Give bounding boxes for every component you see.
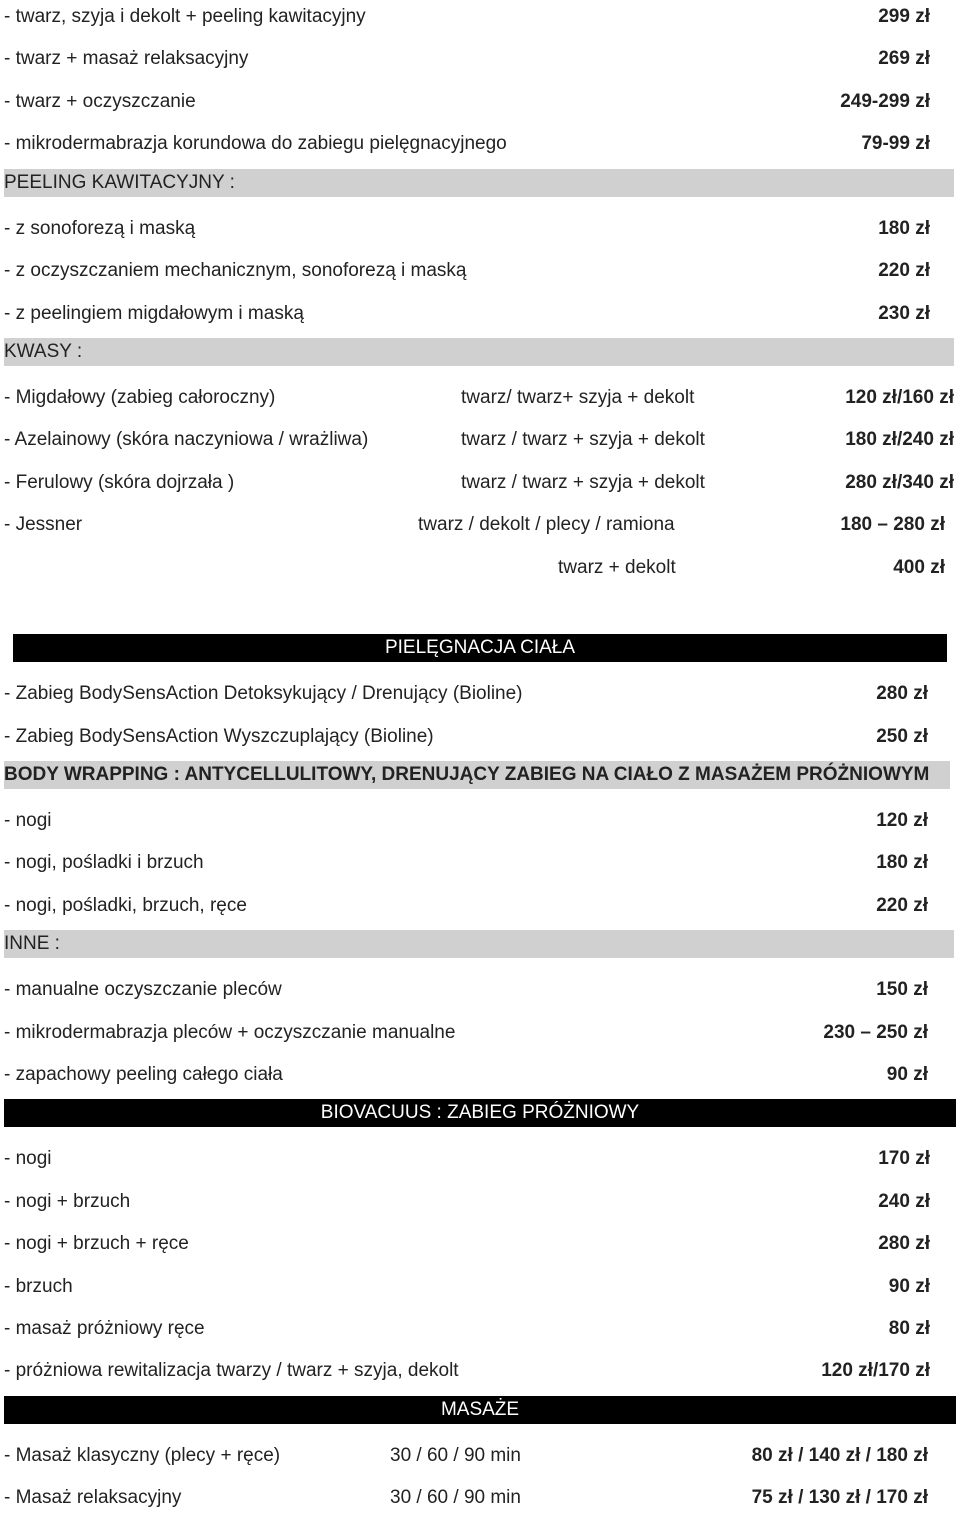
service-price: 120 zł [876, 810, 928, 831]
service-label: - twarz + masaż relaksacyjny [4, 48, 249, 69]
service-price: 269 zł [878, 48, 930, 69]
service-label: - nogi + brzuch + ręce [4, 1233, 189, 1254]
service-price: 249-299 zł [840, 91, 930, 112]
service-price: 180 zł [876, 852, 928, 873]
service-price: 230 zł [878, 303, 930, 324]
price-row [0, 551, 960, 585]
price-row [0, 973, 960, 1007]
service-label: - masaż próżniowy ręce [4, 1318, 205, 1339]
service-price: 170 zł [878, 1148, 930, 1169]
price-row [0, 297, 960, 331]
price-row [0, 466, 960, 500]
service-price: 299 zł [878, 6, 930, 27]
service-label: - nogi, pośladki, brzuch, ręce [4, 895, 247, 916]
price-row [0, 1142, 960, 1176]
service-label: - nogi, pośladki i brzuch [4, 852, 204, 873]
service-area: twarz / dekolt / plecy / ramiona [418, 514, 675, 535]
price-row [0, 423, 960, 457]
service-label: - Masaż klasyczny (plecy + ręce) [4, 1445, 281, 1466]
section-header-inne [4, 930, 954, 958]
service-label: - Ferulowy (skóra dojrzała ) [4, 472, 235, 493]
service-price: 280 zł/340 zł [845, 472, 954, 493]
service-price: 230 – 250 zł [823, 1022, 928, 1043]
service-price: 400 zł [893, 557, 945, 578]
section-header-kwasy [4, 338, 954, 366]
service-price: 79-99 zł [861, 133, 930, 154]
service-duration: 30 / 60 / 90 min [390, 1445, 521, 1466]
price-row [0, 677, 960, 711]
price-row [0, 1354, 960, 1388]
service-label: - zapachowy peeling całego ciała [4, 1064, 283, 1085]
service-area: twarz + dekolt [558, 557, 676, 578]
service-price: 120 zł/160 zł [845, 387, 954, 408]
price-row [0, 381, 960, 415]
section-header-biovacuus [4, 1099, 956, 1127]
section-title: KWASY : [4, 341, 83, 362]
service-label: - z peelingiem migdałowym i maską [4, 303, 304, 324]
section-title: INNE : [4, 933, 60, 954]
price-row [0, 0, 960, 34]
service-price: 75 zł / 130 zł / 170 zł [751, 1487, 928, 1508]
section-title: BIOVACUUS : ZABIEG PRÓŻNIOWY [320, 1102, 640, 1123]
service-price: 120 zł/170 zł [821, 1360, 930, 1381]
section-header-masaze [4, 1396, 956, 1424]
service-price: 80 zł / 140 zł / 180 zł [751, 1445, 928, 1466]
service-label: - Masaż relaksacyjny [4, 1487, 182, 1508]
service-price: 90 zł [888, 1276, 930, 1297]
price-row [0, 1439, 960, 1473]
service-area: twarz / twarz + szyja + dekolt [461, 472, 705, 493]
service-label: - nogi + brzuch [4, 1191, 131, 1212]
price-row [0, 846, 960, 880]
service-price: 90 zł [886, 1064, 928, 1085]
price-row [0, 1270, 960, 1304]
price-row [0, 804, 960, 838]
service-price: 220 zł [876, 895, 928, 916]
service-label: - Migdałowy (zabieg całoroczny) [4, 387, 276, 408]
service-area: twarz / twarz + szyja + dekolt [461, 429, 705, 450]
service-label: - mikrodermabrazja pleców + oczyszczanie manualne [4, 1022, 456, 1043]
section-header-cialo [13, 634, 947, 662]
service-price: 180 – 280 zł [840, 514, 945, 535]
service-label: - z oczyszczaniem mechanicznym, sonoforezą i maską [4, 260, 467, 281]
price-row [0, 1312, 960, 1346]
service-label: - z sonoforezą i maską [4, 218, 196, 239]
service-label: - Zabieg BodySensAction Wyszczuplający (Bioline) [4, 726, 434, 747]
price-row [0, 720, 960, 754]
price-row [0, 1481, 960, 1515]
service-price: 240 zł [878, 1191, 930, 1212]
section-header-peeling [4, 169, 954, 197]
service-label: - mikrodermabrazja korundowa do zabiegu pielęgnacyjnego [4, 133, 507, 154]
price-row [0, 212, 960, 246]
service-label: - Zabieg BodySensAction Detoksykujący / Drenujący (Bioline) [4, 683, 523, 704]
section-title: BODY WRAPPING : ANTYCELLULITOWY, DRENUJĄCY ZABIEG NA CIAŁO Z MASAŻEM PRÓŻNIOWYM [4, 764, 930, 785]
section-title: PIELĘGNACJA CIAŁA [384, 637, 576, 658]
price-row [0, 42, 960, 76]
service-label: - brzuch [4, 1276, 73, 1297]
price-row [0, 1016, 960, 1050]
service-area: twarz/ twarz+ szyja + dekolt [461, 387, 695, 408]
section-title: PEELING KAWITACYJNY : [4, 172, 235, 193]
service-price: 280 zł [876, 683, 928, 704]
service-price: 250 zł [876, 726, 928, 747]
service-label: - próżniowa rewitalizacja twarzy / twarz + szyja, dekolt [4, 1360, 459, 1381]
service-label: - twarz + oczyszczanie [4, 91, 196, 112]
service-price: 280 zł [878, 1233, 930, 1254]
price-row [0, 85, 960, 119]
section-header-wrapping [4, 761, 950, 789]
service-price: 180 zł [878, 218, 930, 239]
price-row [0, 127, 960, 161]
price-row [0, 1185, 960, 1219]
service-price: 150 zł [876, 979, 928, 1000]
section-title: MASAŻE [440, 1399, 520, 1420]
service-label: - Jessner [4, 514, 83, 535]
service-duration: 30 / 60 / 90 min [390, 1487, 521, 1508]
price-row [0, 1227, 960, 1261]
service-price: 220 zł [878, 260, 930, 281]
service-label: - Azelainowy (skóra naczyniowa / wrażliwa) [4, 429, 369, 450]
price-row [0, 889, 960, 923]
service-label: - twarz, szyja i dekolt + peeling kawitacyjny [4, 6, 366, 27]
service-label: - nogi [4, 810, 52, 831]
price-row [0, 1058, 960, 1092]
service-label: - nogi [4, 1148, 52, 1169]
service-price: 80 zł [888, 1318, 930, 1339]
service-price: 180 zł/240 zł [845, 429, 954, 450]
price-row [0, 508, 960, 542]
price-row [0, 254, 960, 288]
service-label: - manualne oczyszczanie pleców [4, 979, 282, 1000]
